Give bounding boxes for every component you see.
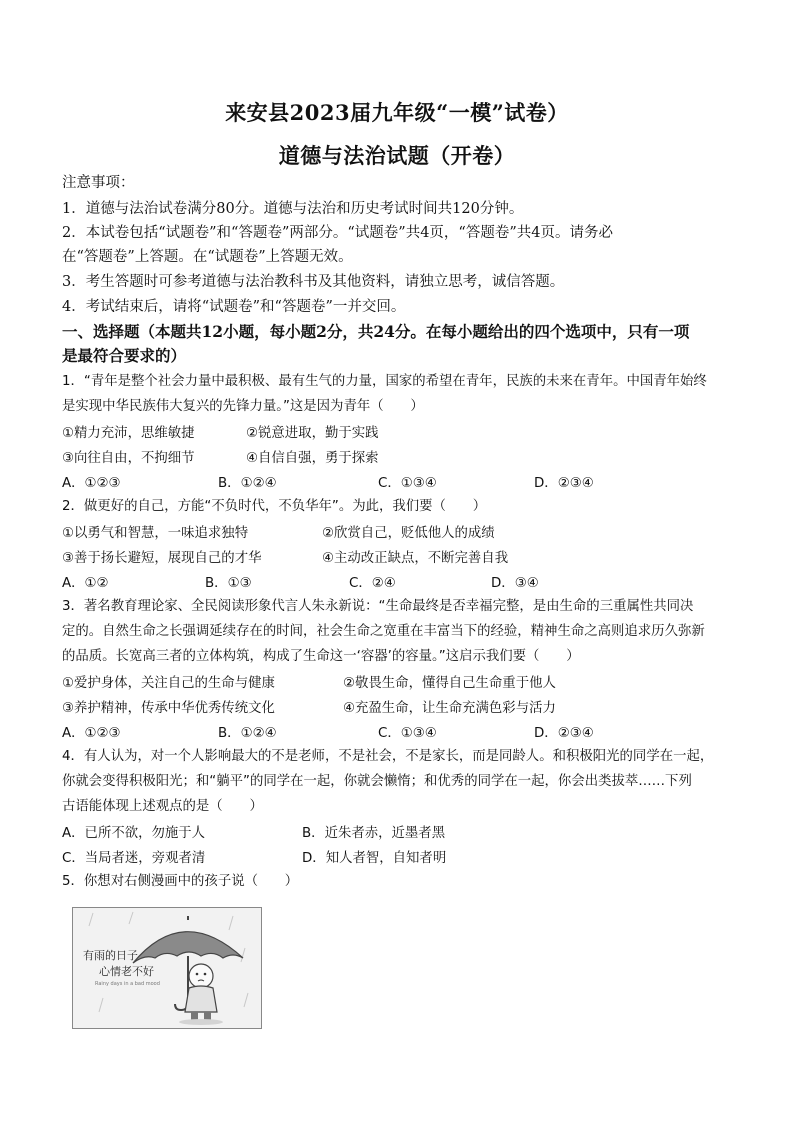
q3-option-b[interactable]: B．①②④	[218, 726, 277, 741]
q1-stem-cont: 是实现中华民族伟大复兴的先锋力量。”这是因为青年（ ）	[62, 399, 424, 414]
q4-stem-cont: 你就会变得积极阳光；和“躺平”的同学在一起，你就会懒惰；和优秀的同学在一起，你会出类拔萃……下列	[62, 774, 692, 789]
q1-option-d[interactable]: D．②③④	[534, 476, 594, 491]
q2-option-b[interactable]: B．①③	[205, 576, 252, 591]
note-item-4: 4．考试结束后，请将“试题卷”和“答题卷”一并交回。	[62, 299, 406, 315]
q1-statement-4: ④自信自强，勇于探索	[246, 451, 379, 466]
cartoon-image	[72, 907, 262, 1029]
section-heading-cont: 是最符合要求的）	[62, 346, 187, 365]
q2-option-a[interactable]: A．①②	[62, 576, 109, 591]
section-heading: 一、选择题（本题共12小题，每小题2分，共24分。在每小题给出的四个选项中，只有一项	[62, 322, 690, 341]
q3-stem: 3．著名教育理论家、全民阅读形象代言人朱永新说：“生命最终是否幸福完整，是由生命的三重属性共同决	[62, 599, 694, 614]
q3-stem-cont2: 的品质。长宽高三者的立体构筑，构成了生命这一‘容器’的容量。”这启示我们要（ ）	[62, 649, 580, 664]
q4-option-d[interactable]: D．知人者智，自知者明	[302, 851, 447, 866]
cartoon-caption-line2: 心情老不好	[99, 965, 154, 978]
q4-stem-cont2: 古语能体现上述观点的是（ ）	[62, 799, 263, 814]
note-item-1: 1．道德与法治试卷满分80分。道德与法治和历史考试时间共120分钟。	[62, 201, 524, 217]
q5-stem: 5．你想对右侧漫画中的孩子说（ ）	[62, 874, 299, 889]
q1-statement-2: ②锐意进取，勤于实践	[246, 426, 379, 441]
cartoon-caption	[83, 948, 160, 988]
q3-option-c[interactable]: C．①③④	[378, 726, 437, 741]
q1-option-c[interactable]: C．①③④	[378, 476, 437, 491]
q1-option-a[interactable]: A．①②③	[62, 476, 121, 491]
note-item-2-cont: 在“答题卷”上答题。在“试题卷”上答题无效。	[62, 249, 353, 265]
q1-option-b[interactable]: B．①②④	[218, 476, 277, 491]
q4-option-c[interactable]: C．当局者迷，旁观者清	[62, 851, 206, 866]
q3-statement-3: ③养护精神，传承中华优秀传统文化	[62, 701, 275, 716]
q3-statement-4: ④充盈生命，让生命充满色彩与活力	[343, 701, 556, 716]
q3-statement-2: ②敬畏生命，懂得自己生命重于他人	[343, 676, 556, 691]
note-item-2: 2．本试卷包括“试题卷”和“答题卷”两部分。“试题卷”共4页，“答题卷”共4页。请务必	[62, 225, 613, 241]
cartoon-caption-line1: 有雨的日子	[83, 949, 138, 962]
q2-option-c[interactable]: C．②④	[349, 576, 396, 591]
q2-statement-3: ③善于扬长避短，展现自己的才华	[62, 551, 262, 566]
q4-stem: 4．有人认为，对一个人影响最大的不是老师，不是社会，不是家长，而是同龄人。和积极阳光的同学在一起，	[62, 749, 714, 764]
notes-heading: 注意事项：	[62, 175, 135, 191]
q3-option-a[interactable]: A．①②③	[62, 726, 121, 741]
cartoon-caption-english: Rainy days in a bad mood	[95, 981, 160, 987]
q3-stem-cont: 定的。自然生命之长强调延续存在的时间，社会生命之宽重在丰富当下的经验，精神生命之高则追求历久弥新	[62, 624, 705, 639]
q2-statement-4: ④主动改正缺点，不断完善自我	[322, 551, 509, 566]
q1-statement-3: ③向往自由，不拘细节	[62, 451, 195, 466]
q4-option-b[interactable]: B．近朱者赤，近墨者黑	[302, 826, 446, 841]
q2-statement-1: ①以勇气和智慧，一味追求独特	[62, 526, 249, 541]
q3-option-d[interactable]: D．②③④	[534, 726, 594, 741]
exam-title: 来安县2023届九年级“一模”试卷）	[225, 100, 569, 125]
q2-option-d[interactable]: D．③④	[491, 576, 539, 591]
exam-subtitle: 道德与法治试题（开卷）	[278, 143, 516, 168]
q4-option-a[interactable]: A．已所不欲，勿施于人	[62, 826, 206, 841]
q2-statement-2: ②欣赏自己，贬低他人的成绩	[322, 526, 495, 541]
q1-statement-1: ①精力充沛，思维敏捷	[62, 426, 195, 441]
q1-stem: 1．“青年是整个社会力量中最积极、最有生气的力量，国家的希望在青年，民族的未来在青年。中国青年始终	[62, 374, 707, 389]
note-item-3: 3．考生答题时可参考道德与法治教科书及其他资料，请独立思考，诚信答题。	[62, 274, 565, 290]
q2-stem: 2．做更好的自己，方能“不负时代，不负华年”。为此，我们要（ ）	[62, 499, 487, 514]
q3-statement-1: ①爱护身体，关注自己的生命与健康	[62, 676, 275, 691]
